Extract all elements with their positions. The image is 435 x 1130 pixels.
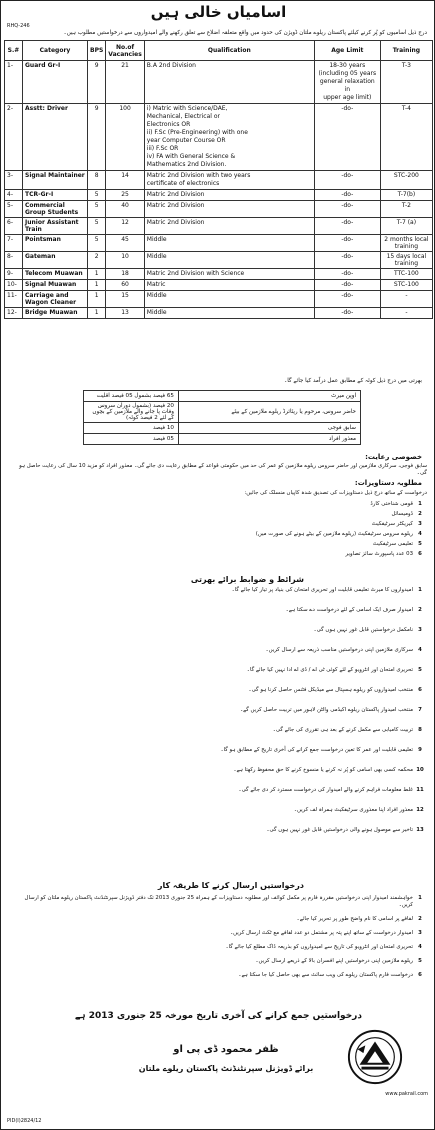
table-row (5, 171, 433, 190)
cell-bps: 9 (88, 104, 106, 171)
qualification-line: i) Matric with Science/DAE, (146, 105, 228, 112)
cell-age-limit (314, 252, 380, 269)
age-limit-line: (including 05 years (318, 70, 377, 77)
cell-training: TTC-100 (380, 269, 432, 280)
document-item (9, 541, 427, 548)
age-limit-line: -do- (341, 202, 354, 209)
qualification-line: year Computer Course OR (146, 137, 226, 144)
table-row (5, 104, 433, 171)
cell-sno: 3- (5, 171, 23, 190)
relaxation-title: خصوصی رعایت: (365, 453, 422, 461)
signatory-name: ظفر محمود ڈی پی او (173, 1044, 279, 1055)
cell-sno: 6- (5, 218, 23, 235)
list-item-text: امیدوار صرف ایک اسامی کے لئے درخواست دے سکتا ہے۔ (285, 607, 413, 613)
cell-category: Junior Assistant Train (23, 218, 88, 235)
website-text: www.pakrail.com (385, 1091, 428, 1097)
cell-training: 2 months local training (380, 235, 432, 252)
quota-note: بھرتی میں درج ذیل کوٹہ کے مطابق عمل درآمد کیا جائے گا۔ (283, 378, 422, 384)
cell-training: T-2 (380, 201, 432, 218)
qualification-line: Middle (146, 236, 167, 243)
cell-vacancies: 40 (106, 201, 145, 218)
list-item-text: سرکاری ملازمین اپنی درخواستیں مناسب ذریعہ سے ارسال کریں۔ (265, 647, 413, 653)
cell-training: T-4 (380, 104, 432, 171)
qualification-line: Middle (146, 292, 167, 299)
conditions-list (9, 587, 427, 847)
list-item-number: 1 (418, 587, 422, 593)
table-row (5, 252, 433, 269)
list-item-text: ریلوے سروس سرٹیفکیٹ (ریلوے ملازمین کے بیٹے ہونے کی صورت میں) (255, 531, 413, 537)
list-item-number: 2 (418, 511, 422, 517)
list-item-text: تاخیر سے موصول ہونے والی درخواستیں قابل غور نہیں ہوں گی۔ (266, 827, 413, 833)
cell-bps: 5 (88, 190, 106, 201)
cell-qualification (144, 252, 314, 269)
ad-code: RHQ-246 (7, 23, 30, 29)
table-row (5, 190, 433, 201)
qualification-line: Mechanical, Electrical or (146, 113, 220, 120)
cell-age-limit (314, 171, 380, 190)
documents-list (9, 501, 427, 561)
cell-vacancies: 60 (106, 280, 145, 291)
list-item-text: تعلیمی سرٹیفکیٹ (372, 541, 413, 547)
list-item-text: تحریری امتحان اور انٹرویو کی تاریخ سے امیدواروں کو بذریعہ ڈاک مطلع کیا جائے گا۔ (225, 944, 413, 950)
documents-title: مطلوبہ دستاویزات: (354, 479, 422, 487)
quota-value: 65 فیصد بشمول 05 فیصد اقلیت (84, 391, 179, 402)
table-row (5, 291, 433, 308)
procedure-title: درخواستیں ارسال کرنے کا طریقہ کار (157, 881, 304, 890)
cell-sno: 9- (5, 269, 23, 280)
list-item-text: تربیت کامیابی سے مکمل کرنے کے بعد ہی تقرری کی جائے گی۔ (272, 727, 413, 733)
qualification-line: Matric 2nd Division (146, 219, 205, 226)
list-item-text: کیریکٹر سرٹیفکیٹ (371, 521, 413, 527)
page-title: اسامیاں خالی ہیں (150, 3, 287, 21)
age-limit-line: -do- (341, 219, 354, 226)
cell-vacancies: 100 (106, 104, 145, 171)
document-item (9, 501, 427, 508)
list-item-number: 8 (418, 727, 422, 733)
cell-vacancies: 14 (106, 171, 145, 190)
qualification-line: Matric 2nd Division with two years (146, 172, 251, 179)
condition-item (9, 587, 427, 594)
table-row (5, 280, 433, 291)
list-item-text: ڈومیسائل (391, 511, 413, 517)
list-item-text: خواہشمند امیدوار اپنی درخواستیں مقررہ فارم پر مکمل کوائف اور مطلوبہ دستاویزات کے ہمراہ 25 جنوری 2013 تک دفتر ڈویژنل سپرنٹنڈنٹ پاکستان ریلوے ملتان کو ارسال کریں۔ (24, 895, 413, 908)
cell-category: Signal Maintainer (23, 171, 88, 190)
cell-qualification (144, 61, 314, 104)
age-limit-line: -do- (341, 236, 354, 243)
cell-category: Gateman (23, 252, 88, 269)
cell-bps: 1 (88, 280, 106, 291)
procedure-item (9, 972, 427, 979)
cell-category: Carriage and Wagon Cleaner (23, 291, 88, 308)
cell-category: TCR-Gr-I (23, 190, 88, 201)
list-item-text: تعلیمی قابلیت اور عمر کا تعین درخواست جمع کرانے کی آخری تاریخ کے مطابق ہو گا۔ (220, 747, 413, 753)
cell-qualification (144, 104, 314, 171)
list-item-text: امیدواروں کا میرٹ تعلیمی قابلیت اور تحریری امتحان کی بنیاد پر تیار کیا جائے گا۔ (231, 587, 413, 593)
qualification-line: Matric 2nd Division (146, 191, 205, 198)
intro-text: درج ذیل اسامیوں کو پُر کرنے کیلئے پاکستان ریلوے ملتان ڈویژن کی حدود میں واقع متعلقہ اضلاع سے تعلق رکھنے والے امیدواروں سے درخواستیں مطلوب ہیں۔ (63, 30, 427, 36)
list-item-number: 6 (418, 687, 422, 693)
condition-item (9, 787, 427, 794)
table-row (5, 269, 433, 280)
vacancies-table (4, 40, 433, 319)
cell-qualification (144, 171, 314, 190)
qualification-line: Matric 2nd Division (146, 202, 205, 209)
list-item-number: 6 (418, 551, 422, 557)
list-item-number: 10 (416, 767, 424, 773)
qualification-line: iii) F.Sc OR (146, 145, 179, 152)
cell-vacancies: 45 (106, 235, 145, 252)
cell-qualification (144, 218, 314, 235)
cell-training: T-3 (380, 61, 432, 104)
col-header-sno: S.# (5, 41, 23, 61)
quota-row (84, 434, 361, 445)
cell-age-limit (314, 291, 380, 308)
quota-value: 10 فیصد (84, 423, 179, 434)
list-item-number: 2 (418, 607, 422, 613)
age-limit-line: -do- (341, 172, 354, 179)
list-item-number: 13 (416, 827, 424, 833)
quota-row (84, 391, 361, 402)
table-header-row (5, 41, 433, 61)
condition-item (9, 767, 427, 774)
cell-bps: 9 (88, 61, 106, 104)
cell-vacancies: 21 (106, 61, 145, 104)
qualification-line: B.A 2nd Division (146, 62, 196, 69)
cell-vacancies: 12 (106, 218, 145, 235)
cell-bps: 5 (88, 235, 106, 252)
list-item-number: 5 (418, 958, 422, 964)
col-header-qualification: Qualification (144, 41, 314, 61)
cell-qualification (144, 201, 314, 218)
cell-age-limit (314, 61, 380, 104)
qualification-line: Matric 2nd Division with Science (146, 270, 245, 277)
list-item-text: معذور افراد اپنا معذوری سرٹیفکیٹ ہمراہ لف کریں۔ (293, 807, 413, 813)
cell-sno: 8- (5, 252, 23, 269)
document-item (9, 511, 427, 518)
cell-bps: 2 (88, 252, 106, 269)
cell-age-limit (314, 218, 380, 235)
age-limit-line: upper age limit) (323, 94, 372, 101)
list-item-number: 4 (418, 647, 422, 653)
list-item-number: 3 (418, 930, 422, 936)
cell-sno: 1- (5, 61, 23, 104)
quota-label: اوپن میرٹ (179, 391, 361, 402)
list-item-number: 6 (418, 972, 422, 978)
col-header-age-limit: Age Limit (314, 41, 380, 61)
procedure-list (9, 895, 427, 986)
cell-qualification (144, 308, 314, 319)
cell-training: - (380, 308, 432, 319)
cell-training: - (380, 291, 432, 308)
age-limit-line: 18-30 years (329, 62, 366, 69)
cell-qualification (144, 280, 314, 291)
cell-category: Signal Muawan (23, 280, 88, 291)
col-header-bps: BPS (88, 41, 106, 61)
cell-age-limit (314, 280, 380, 291)
condition-item (9, 747, 427, 754)
list-item-text: قومی شناختی کارڈ (370, 501, 413, 507)
procedure-item (9, 895, 427, 909)
document-item (9, 531, 427, 538)
cell-sno: 12- (5, 308, 23, 319)
age-limit-line: -do- (341, 253, 354, 260)
list-item-text: محکمہ کسی بھی اسامی کو پُر نہ کرنے یا منسوخ کرنے کا حق محفوظ رکھتا ہے۔ (233, 767, 413, 773)
cell-sno: 11- (5, 291, 23, 308)
table-row (5, 201, 433, 218)
list-item-text: 03 عدد پاسپورٹ سائز تصاویر (345, 551, 413, 557)
qualification-line: Middle (146, 309, 167, 316)
table-row (5, 218, 433, 235)
list-item-number: 11 (416, 787, 424, 793)
procedure-item (9, 916, 427, 923)
list-item-text: درخواست فارم پاکستان ریلوے کی ویب سائٹ سے بھی حاصل کیا جا سکتا ہے۔ (238, 972, 413, 978)
cell-age-limit (314, 235, 380, 252)
list-item-number: 4 (418, 531, 422, 537)
quota-table (83, 390, 361, 445)
cell-sno: 2- (5, 104, 23, 171)
cell-training: T-7(b) (380, 190, 432, 201)
quota-label: معذور افراد (179, 434, 361, 445)
list-item-number: 3 (418, 521, 422, 527)
document-item (9, 521, 427, 528)
cell-bps: 5 (88, 201, 106, 218)
cell-category: Asstt: Driver (23, 104, 88, 171)
condition-item (9, 647, 427, 654)
cell-bps: 8 (88, 171, 106, 190)
age-limit-line: -do- (341, 281, 354, 288)
condition-item (9, 827, 427, 834)
list-item-number: 5 (418, 667, 422, 673)
cell-vacancies: 25 (106, 190, 145, 201)
list-item-text: لفافے پر اسامی کا نام واضح طور پر تحریر کیا جائے۔ (296, 916, 413, 922)
pakistan-railways-logo-icon (346, 1028, 404, 1086)
qualification-line: Mathematics 2nd Division. (146, 161, 227, 168)
procedure-item (9, 930, 427, 937)
cell-sno: 7- (5, 235, 23, 252)
col-header-training: Training (380, 41, 432, 61)
cell-sno: 5- (5, 201, 23, 218)
qualification-line: Middle (146, 253, 167, 260)
table-row (5, 308, 433, 319)
document-item (9, 551, 427, 558)
cell-sno: 4- (5, 190, 23, 201)
condition-item (9, 607, 427, 614)
cell-category: Telecom Muawan (23, 269, 88, 280)
cell-age-limit (314, 269, 380, 280)
condition-item (9, 807, 427, 814)
quota-label: سابق فوجی (179, 423, 361, 434)
cell-vacancies: 10 (106, 252, 145, 269)
qualification-line: Matric (146, 281, 166, 288)
age-limit-line: -do- (341, 270, 354, 277)
condition-item (9, 627, 427, 634)
quota-value: 05 فیصد (84, 434, 179, 445)
cell-bps: 1 (88, 308, 106, 319)
list-item-text: ریلوے ملازمین اپنی درخواستیں اپنے افسران بالا کے ذریعے ارسال کریں۔ (255, 958, 413, 964)
cell-category: Bridge Muawan (23, 308, 88, 319)
cell-age-limit (314, 190, 380, 201)
age-limit-line: -do- (341, 309, 354, 316)
list-item-text: تحریری امتحان اور انٹرویو کے لئے کوئی ٹی اے / ڈی اے ادا نہیں کیا جائے گا۔ (246, 667, 413, 673)
list-item-number: 3 (418, 627, 422, 633)
cell-qualification (144, 235, 314, 252)
qualification-line: iv) FA with General Science & (146, 153, 236, 160)
quota-row (84, 402, 361, 423)
documents-intro: درخواست کے ساتھ درج ذیل دستاویزات کی تصدیق شدہ کاپیاں منسلک کی جائیں: (244, 490, 427, 496)
list-item-text: منتخب امیدواروں کو ریلوے ہسپتال سے میڈیکل فٹنس حاصل کرنا ہو گی۔ (248, 687, 413, 693)
cell-qualification (144, 269, 314, 280)
cell-vacancies: 13 (106, 308, 145, 319)
table-row (5, 61, 433, 104)
list-item-number: 9 (418, 747, 422, 753)
condition-item (9, 667, 427, 674)
list-item-text: امیدوار درخواست کے ساتھ اپنے پتہ پر مشتمل دو عدد لفافے مع ٹکٹ ارسال کریں۔ (229, 930, 413, 936)
cell-age-limit (314, 201, 380, 218)
pid-code: PID(I)2824/12 (7, 1118, 42, 1124)
cell-sno: 10- (5, 280, 23, 291)
signatory-office: برائے ڈویژنل سپرنٹنڈنٹ پاکستان ریلوے ملتان (138, 1064, 314, 1073)
cell-vacancies: 18 (106, 269, 145, 280)
cell-age-limit (314, 104, 380, 171)
qualification-line: ii) F.Sc (Pre-Engineering) with one (146, 129, 248, 136)
condition-item (9, 687, 427, 694)
quota-value: 20 فیصد (بشمول دوران سروس وفات پا جانے والے ملازمین کے بچوں کے لئے 2 فیصد کوٹہ) (84, 402, 179, 423)
cell-category: Commercial Group Students (23, 201, 88, 218)
list-item-text: منتخب امیدوار پاکستان ریلوے اکیڈمی والٹن لاہور میں تربیت حاصل کریں گے۔ (239, 707, 413, 713)
age-limit-line: -do- (341, 105, 354, 112)
list-item-number: 1 (418, 895, 422, 901)
quota-label: حاضر سروس، مرحوم یا ریٹائرڈ ریلوے ملازمین کے بیٹے (179, 402, 361, 423)
conditions-title: شرائط و ضوابط برائے بھرتی (190, 575, 304, 584)
cell-category: Pointsman (23, 235, 88, 252)
age-limit-line: general relaxation in (319, 78, 375, 93)
cell-qualification (144, 190, 314, 201)
list-item-number: 1 (418, 501, 422, 507)
cell-qualification (144, 291, 314, 308)
relaxation-text: سابق فوجی، سرکاری ملازمین اور حاضر سروس ریلوے ملازمین کو عمر کی حد میں حکومتی قواعد کے مطابق رعایت دی جائے گی۔ معذور افراد کو مزید 10 سال کی رعایت حاصل ہو گی۔ (19, 463, 427, 476)
procedure-item (9, 958, 427, 965)
deadline-text: درخواستیں جمع کرانے کی آخری تاریخ مورخہ 25 جنوری 2013 ہے (75, 1011, 362, 1021)
cell-training: STC-200 (380, 171, 432, 190)
cell-vacancies: 15 (106, 291, 145, 308)
list-item-number: 7 (418, 707, 422, 713)
table-row (5, 235, 433, 252)
cell-bps: 5 (88, 218, 106, 235)
col-header-vacancies: No.of Vacancies (106, 41, 145, 61)
cell-training: T-7 (a) (380, 218, 432, 235)
list-item-text: نامکمل درخواستیں قابل غور نہیں ہوں گی۔ (313, 627, 413, 633)
list-item-text: غلط معلومات فراہم کرنے والے امیدوار کی درخواست مسترد کر دی جائے گی۔ (238, 787, 413, 793)
list-item-number: 2 (418, 916, 422, 922)
condition-item (9, 707, 427, 714)
condition-item (9, 727, 427, 734)
list-item-number: 12 (416, 807, 424, 813)
cell-bps: 1 (88, 291, 106, 308)
list-item-number: 4 (418, 944, 422, 950)
list-item-number: 5 (418, 541, 422, 547)
quota-row (84, 423, 361, 434)
cell-bps: 1 (88, 269, 106, 280)
age-limit-line: -do- (341, 292, 354, 299)
cell-training: 15 days local training (380, 252, 432, 269)
procedure-item (9, 944, 427, 951)
qualification-line: Electronics OR (146, 121, 191, 128)
cell-training: STC-100 (380, 280, 432, 291)
cell-age-limit (314, 308, 380, 319)
qualification-line: certificate of electronics (146, 180, 220, 187)
cell-category: Guard Gr-I (23, 61, 88, 104)
age-limit-line: -do- (341, 191, 354, 198)
col-header-category: Category (23, 41, 88, 61)
